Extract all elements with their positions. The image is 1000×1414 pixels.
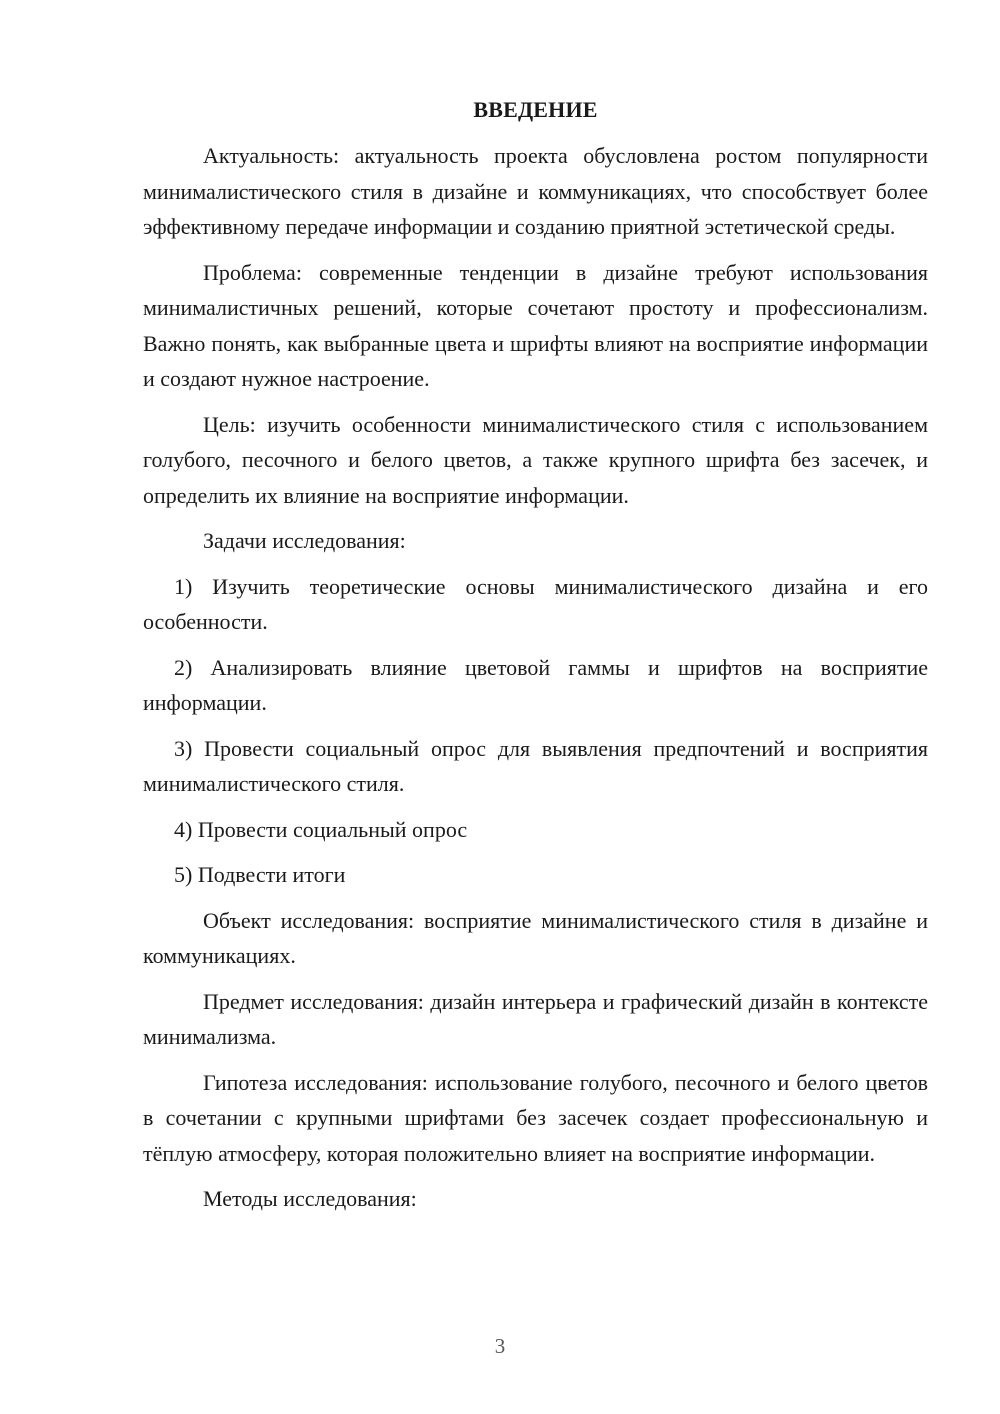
relevance-paragraph: Актуальность: актуальность проекта обусловлена ростом популярности минималистического стиля в дизайне и коммуникациях, что способствует более эффективному передаче информации и созданию приятной эстетической среды. <box>143 143 928 239</box>
task-item-1: 1) Изучить теоретические основы минималистического дизайна и его особенности. <box>143 573 928 634</box>
task-item-4: 4) Провести социальный опрос <box>174 816 468 842</box>
object-paragraph: Объект исследования: восприятие минималистического стиля в дизайне и коммуникациях. <box>143 907 928 968</box>
tasks-heading: Задачи исследования: <box>203 528 406 553</box>
methods-heading: Методы исследования: <box>203 1186 417 1211</box>
task-item-2: 2) Анализировать влияние цветовой гаммы и шрифтов на восприятие информации. <box>143 654 928 715</box>
page-content <box>143 92 928 1227</box>
subject-paragraph: Предмет исследования: дизайн интерьера и графический дизайн в контексте минимализма. <box>143 988 928 1049</box>
goal-paragraph: Цель: изучить особенности минималистического стиля с использованием голубого, песочного и белого цветов, а также крупного шрифта без засечек, и определить их влияние на восприятие информации. <box>143 411 928 508</box>
task-item-3: 3) Провести социальный опрос для выявления предпочтений и восприятия минималистического стиля. <box>143 735 928 796</box>
task-item-5: 5) Подвести итоги <box>174 862 346 887</box>
problem-paragraph: Проблема: современные тенденции в дизайне требуют использования минималистичных решений, которые сочетают простоту и профессионализм. Важно понять, как выбранные цвета и шрифты влияют на восприятие информации и создают нужное настроение. <box>143 259 928 391</box>
page-number: 3 <box>494 1334 506 1358</box>
hypothesis-paragraph: Гипотеза исследования: использование голубого, песочного и белого цветов в сочетании с крупными шрифтами без засечек создает профессиональную и тёплую атмосферу, которая положительно влияет на восприятие информации. <box>143 1069 928 1166</box>
page-title: ВВЕДЕНИЕ <box>473 97 598 122</box>
